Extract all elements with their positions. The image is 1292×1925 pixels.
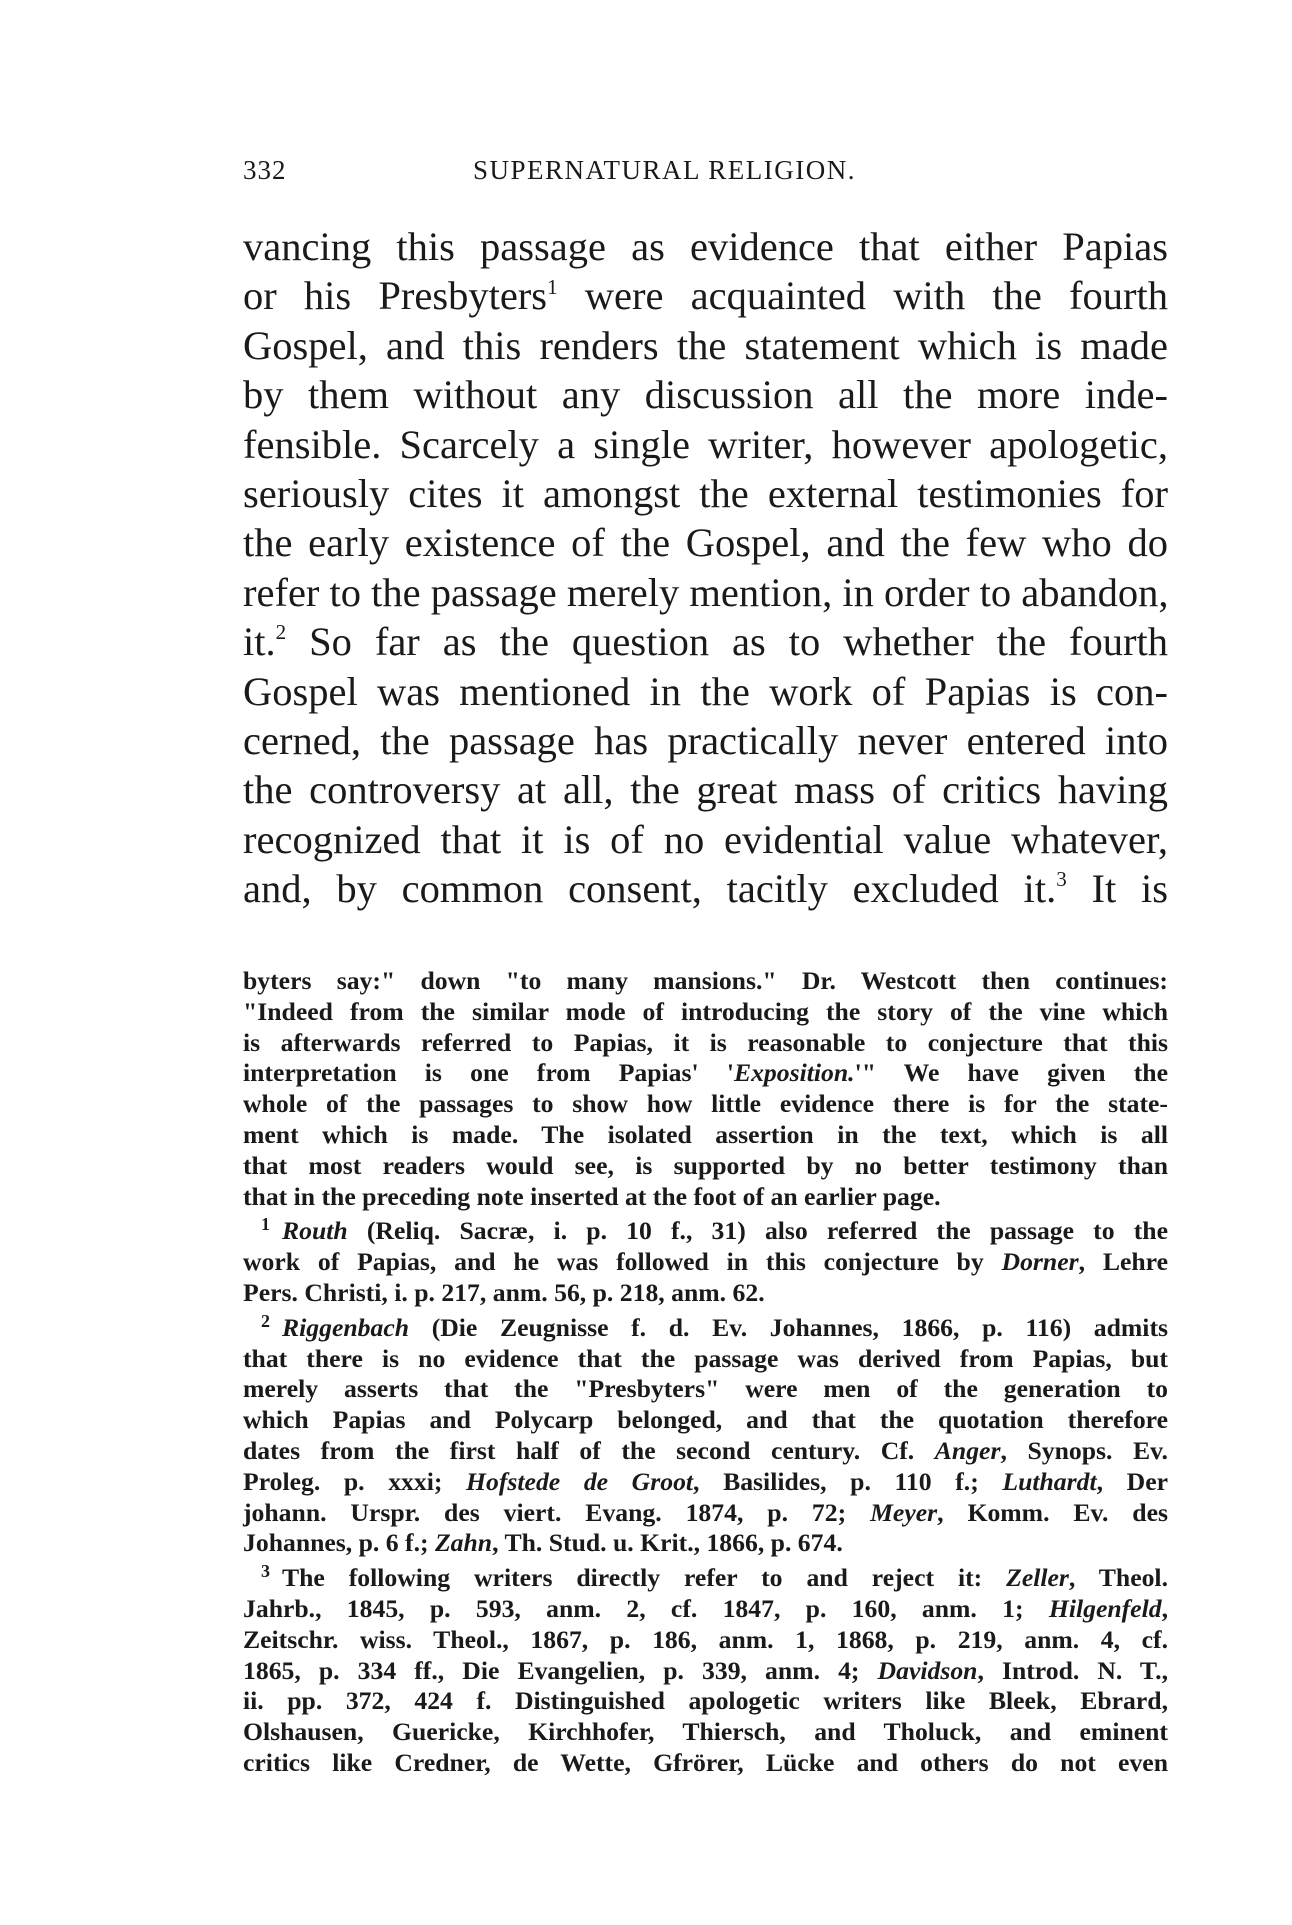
text-span: whole of the passages to show how little evidence there is for the state- (243, 1089, 1168, 1119)
body-line (243, 667, 1168, 716)
body-line (243, 765, 1168, 814)
note-line (243, 1278, 1168, 1309)
text-span: Gospel, and this renders the statement which is made (243, 322, 1168, 368)
note-line (243, 1686, 1168, 1717)
body-line (243, 321, 1168, 370)
italic-text: Dorner (1001, 1247, 1079, 1277)
footnote-marker: 3 (261, 1561, 270, 1582)
body-line (243, 518, 1168, 567)
text-span: "Indeed from the similar mode of introducing the story of the vine which (243, 996, 1168, 1026)
italic-text: Anger (934, 1435, 1001, 1465)
note-line (243, 1436, 1168, 1467)
text-span: , Introd. N. T., (977, 1655, 1168, 1685)
italic-text: Hofstede de Groot (466, 1466, 694, 1496)
footnote-marker: 1 (261, 1214, 270, 1235)
text-span: recognized that it is of no evidential value whatever, (243, 816, 1168, 862)
note-line (243, 1594, 1168, 1625)
italic-text: Riggenbach (282, 1312, 410, 1342)
text-span: by them without any discussion all the more inde- (243, 372, 1168, 418)
body-line (243, 222, 1168, 271)
note-line (243, 1405, 1168, 1436)
text-span: is afterwards referred to Papias, it is reasonable to conjecture that this (243, 1027, 1168, 1057)
text-span: it. (243, 619, 276, 665)
text-span: Olshausen, Guericke, Kirchhofer, Thiersch, and Tholuck, and eminent (243, 1717, 1168, 1747)
body-line (243, 864, 1168, 913)
note-line (243, 1563, 1168, 1594)
text-span: , Der (1096, 1466, 1168, 1496)
text-span: , Basilides, p. 110 f.; (693, 1466, 1003, 1496)
note-line (243, 1216, 1168, 1247)
italic-text: Zeller (1006, 1563, 1069, 1593)
page-number: 332 (243, 155, 287, 185)
note-line (243, 1120, 1168, 1151)
text-span: critics like Credner, de Wette, Gfrörer, Lücke and others do not even (243, 1747, 1168, 1777)
text-span: dates from the first half of the second century. Cf. (243, 1435, 935, 1465)
note-line (243, 1656, 1168, 1687)
text-span: , (1161, 1593, 1168, 1623)
note-line (243, 1247, 1168, 1278)
page-header (243, 151, 1168, 191)
text-span: (Die Zeugnisse f. d. Ev. Johannes, 1866, p. 116) admits (409, 1312, 1168, 1342)
text-span: Proleg. p. xxxi; (243, 1466, 467, 1496)
footnote-ref: 3 (1056, 867, 1067, 892)
body-line (243, 568, 1168, 617)
text-span: Gospel was mentioned in the work of Papias is con- (243, 668, 1168, 714)
body-line (243, 271, 1168, 320)
note-line (243, 1748, 1168, 1779)
text-span: that there is no evidence that the passage was derived from Papias, but (243, 1343, 1168, 1373)
footnote-marker: 2 (261, 1310, 270, 1331)
text-span: merely asserts that the "Presbyters" were men of the generation to (243, 1374, 1168, 1404)
text-span: The following writers directly refer to and reject it: (282, 1563, 1007, 1593)
note-line (243, 1528, 1168, 1559)
footnotes (243, 966, 1168, 1779)
italic-text: Routh (282, 1216, 348, 1246)
note-line (243, 1310, 1168, 1344)
text-span: were acquainted with the fourth (557, 273, 1168, 319)
body-line (243, 716, 1168, 765)
text-span: refer to the passage merely mention, in order to abandon, (243, 569, 1169, 615)
italic-text: Hilgenfeld (1048, 1593, 1162, 1623)
note-line (243, 1498, 1168, 1529)
text-span: seriously cites it amongst the external testimonies for (243, 470, 1168, 516)
text-span: which Papias and Polycarp belonged, and that the quotation therefore (243, 1405, 1168, 1435)
text-span: 1865, p. 334 ff., Die Evangelien, p. 339, anm. 4; (243, 1655, 878, 1685)
italic-text: Exposition. (733, 1058, 855, 1088)
main-text (243, 222, 1168, 913)
italic-text: Davidson (877, 1655, 978, 1685)
note-line (243, 1344, 1168, 1375)
italic-text: Meyer (870, 1497, 938, 1527)
text-span: that most readers would see, is supported by no better testimony than (243, 1150, 1168, 1180)
note-line (243, 1374, 1168, 1405)
running-title: SUPERNATURAL RELIGION. (473, 155, 856, 185)
text-span: , Komm. Ev. des (937, 1497, 1168, 1527)
text-span: (Reliq. Sacræ, i. p. 10 f., 31) also referred the passage to the (347, 1216, 1168, 1246)
note-line (243, 1151, 1168, 1182)
text-span: and, by common consent, tacitly excluded it. (243, 866, 1057, 912)
text-span: Jahrb., 1845, p. 593, anm. 2, cf. 1847, p. 160, anm. 1; (243, 1593, 1049, 1623)
text-span: It is (1066, 866, 1168, 912)
text-span: cerned, the passage has practically never entered into (243, 717, 1168, 763)
text-span: ii. pp. 372, 424 f. Distinguished apologetic writers like Bleek, Ebrard, (243, 1686, 1168, 1716)
text-span: that in the preceding note inserted at the foot of an earlier page. (243, 1181, 941, 1211)
text-span: , Theol. (1068, 1563, 1168, 1593)
note-line (243, 966, 1168, 997)
body-line (243, 420, 1168, 469)
note-line (243, 1182, 1168, 1213)
text-span: the early existence of the Gospel, and the few who do (243, 520, 1168, 566)
italic-text: Luthardt (1002, 1466, 1097, 1496)
text-span: Johannes, p. 6 f.; (243, 1528, 435, 1558)
note-line (243, 1717, 1168, 1748)
note-line (243, 1089, 1168, 1120)
text-span: work of Papias, and he was followed in this conjecture by (243, 1247, 1002, 1277)
text-span: johann. Urspr. des viert. Evang. 1874, p. 72; (243, 1497, 871, 1527)
footnote-ref: 2 (275, 620, 287, 645)
footnote-ref: 1 (547, 274, 558, 299)
note-line (243, 1058, 1168, 1089)
text-span: Pers. Christi, i. p. 217, anm. 56, p. 218, anm. 62. (243, 1277, 765, 1307)
text-span: byters say:" down "to many mansions." Dr. Westcott then continues: (243, 966, 1168, 995)
text-span: fensible. Scarcely a single writer, however apologetic, (243, 421, 1168, 467)
note-line (243, 1028, 1168, 1059)
body-line (243, 617, 1168, 666)
text-span: Zeitschr. wiss. Theol., 1867, p. 186, anm. 1, 1868, p. 219, anm. 4, cf. (243, 1624, 1168, 1654)
text-span: '" We have given the (854, 1058, 1168, 1088)
text-span: , Synops. Ev. (1000, 1435, 1168, 1465)
body-line (243, 469, 1168, 518)
text-span: ment which is made. The isolated assertion in the text, which is all (243, 1119, 1168, 1149)
text-span: , Th. Stud. u. Krit., 1866, p. 674. (492, 1528, 843, 1558)
body-line (243, 815, 1168, 864)
body-line (243, 370, 1168, 419)
note-line (243, 1467, 1168, 1498)
italic-text: Zahn (434, 1528, 493, 1558)
text-span: , Lehre (1078, 1247, 1168, 1277)
note-line (243, 1625, 1168, 1656)
text-span: So far as the question as to whether the fourth (286, 619, 1168, 665)
text-span: interpretation is one from Papias' ' (243, 1058, 734, 1088)
note-line (243, 997, 1168, 1028)
text-span: the controversy at all, the great mass of critics having (243, 767, 1168, 813)
text-span: vancing this passage as evidence that either Papias (243, 224, 1168, 269)
text-span: or his Presbyters (243, 273, 548, 319)
